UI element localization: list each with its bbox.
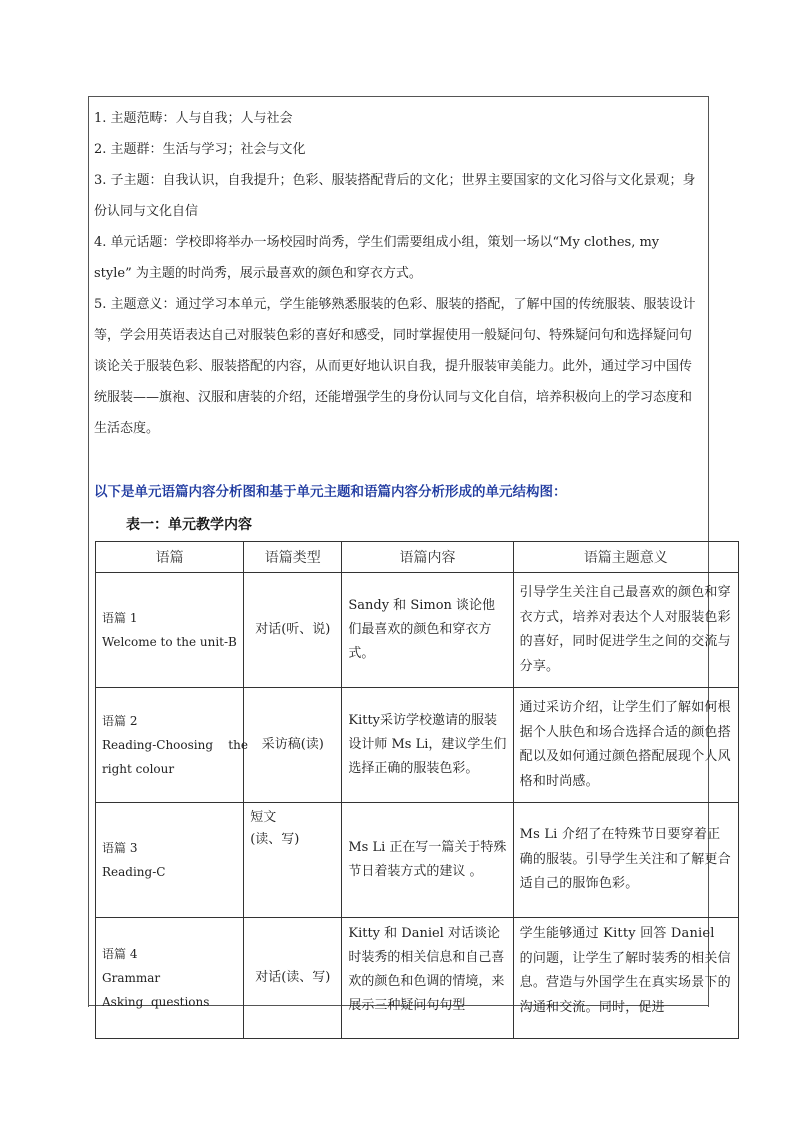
- unit-topic: 4. 单元话题：学校即将举办一场校园时尚秀，学生们需要组成小组，策划一场以“My clothes, my style” 为主题的时尚秀，展示最喜欢的颜色和穿衣方式。: [94, 235, 660, 281]
- content-cell: Ms Li 正在写一篇关于特殊节日着装方式的建议 。: [342, 803, 513, 918]
- text-name: 语篇 4: [102, 947, 138, 961]
- text-name: 语篇 1: [102, 611, 138, 625]
- text-cell: [96, 918, 244, 1039]
- unit-content-table: [95, 541, 739, 1039]
- meaning-cell: Ms Li 介绍了在特殊节日要穿着正确的服装。引导学生关注和了解更合适自己的服饰色彩。: [513, 803, 738, 918]
- header-meaning: 语篇主题意义: [513, 542, 738, 573]
- content-cell: Kitty采访学校邀请的服装设计师 Ms Li，建议学生们选择正确的服装色彩。: [342, 688, 513, 803]
- content-text: Kitty 和 Daniel 对话谈论时装秀的相关信息和自己喜欢的颜色和色调的情境，来展示三种疑问句句型: [348, 926, 505, 1013]
- table-header-row: [96, 542, 739, 573]
- header-text: 语篇: [96, 542, 244, 573]
- table-row: [96, 918, 739, 1039]
- table-row: [96, 573, 739, 688]
- theme-category: 1. 主题范畴：人与自我；人与社会: [94, 111, 293, 126]
- theme-group: 2. 主题群：生活与学习；社会与文化: [94, 142, 306, 157]
- sub-theme: 3. 子主题：自我认识，自我提升；色彩、服装搭配背后的文化；世界主要国家的文化习俗与文化景观；身份认同与文化自信: [94, 173, 696, 219]
- text-subtitle-cont: right colour: [102, 762, 175, 776]
- type-cell: 对话(听、说): [244, 573, 342, 688]
- content-cell: [342, 918, 513, 1039]
- meaning-cell: 通过采访介绍，让学生们了解如何根据个人肤色和场合选择合适的颜色搭配以及如何通过颜色搭配展现个人风格和时尚感。: [513, 688, 738, 803]
- text-name: 语篇 2: [102, 714, 138, 728]
- header-content: 语篇内容: [342, 542, 513, 573]
- table-row: [96, 803, 739, 918]
- text-subtitle: Welcome to the unit-B: [102, 635, 237, 649]
- text-cell: [96, 688, 248, 803]
- header-type: 语篇类型: [244, 542, 342, 573]
- table-title: 表一：单元教学内容: [126, 517, 252, 533]
- section-heading: 以下是单元语篇内容分析图和基于单元主题和语篇内容分析形成的单元结构图：: [94, 484, 567, 500]
- text-subtitle-cont: Asking questions: [102, 995, 210, 1009]
- content-cell: Sandy 和 Simon 谈论他们最喜欢的颜色和穿衣方式。: [342, 573, 513, 688]
- text-cell: [96, 803, 244, 918]
- meaning-cell: [513, 918, 738, 1039]
- type-cell: 短文 (读、写): [244, 803, 342, 918]
- theme-meaning: 5. 主题意义：通过学习本单元，学生能够熟悉服装的色彩、服装的搭配，了解中国的传统服装、服装设计等，学会用英语表达自己对服装色彩的喜好和感受，同时掌握使用一般疑问句、特殊疑问句和选择疑问句谈论关于服装色彩、服装搭配的内容，从而更好地认识自我，提升服装审美能力。此外，通过学习中国传统服装——旗袍、汉服和唐装的介绍，还能增强学生的身份认同与文化自信，培养积极向上的学习态度和生活态度。: [94, 297, 696, 436]
- type-cell: 对话(读、写): [244, 918, 342, 1039]
- meaning-cell: 引导学生关注自己最喜欢的颜色和穿衣方式，培养对表达个人对服装色彩的喜好，同时促进学生之间的交流与分享。: [513, 573, 738, 688]
- text-name: 语篇 3: [102, 841, 138, 855]
- text-subtitle: Reading-Choosing the: [102, 738, 248, 752]
- meaning-text: 学生能够通过 Kitty 回答 Daniel 的问题，让学生了解时装秀的相关信息。营造与外国学生在真实场景下的沟通和交流。同时，促进: [519, 926, 731, 1015]
- text-subtitle: Reading-C: [102, 865, 166, 879]
- text-cell: [96, 573, 244, 688]
- text-subtitle: Grammar: [102, 971, 161, 985]
- type-cell: 采访稿(读): [244, 688, 342, 803]
- table-row: [96, 688, 739, 803]
